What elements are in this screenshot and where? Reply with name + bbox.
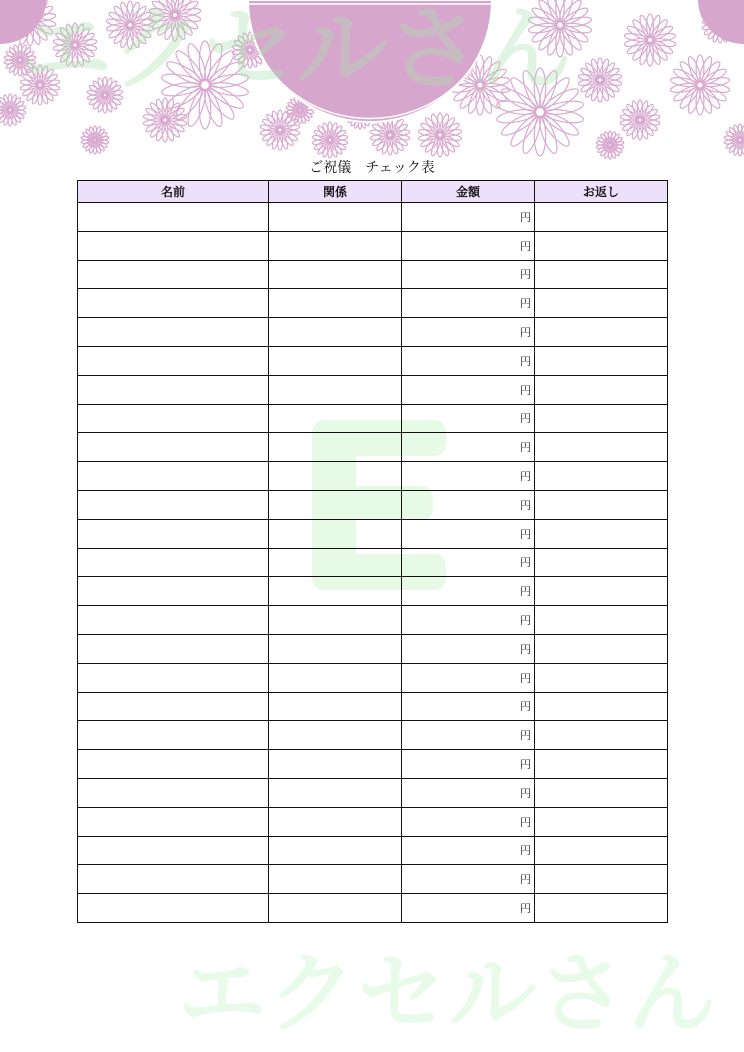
amount-cell[interactable] [402,260,535,289]
header-name: 名前 [78,181,269,203]
yen-unit: 円 [520,585,531,599]
name-cell[interactable] [78,548,269,577]
return-gift-cell[interactable] [535,663,668,692]
chrysanthemum-icon [143,98,187,142]
table-row [78,203,668,232]
relation-cell[interactable] [269,433,402,462]
relation-cell[interactable] [269,346,402,375]
table-row [78,375,668,404]
amount-cell[interactable] [402,663,535,692]
table-header-row [78,181,668,203]
yen-unit: 円 [520,642,531,656]
chrysanthemum-icon [670,55,730,115]
relation-cell[interactable] [269,807,402,836]
amount-cell[interactable] [402,865,535,894]
return-gift-cell[interactable] [535,375,668,404]
return-gift-cell[interactable] [535,548,668,577]
return-gift-cell[interactable] [535,490,668,519]
yen-unit: 円 [520,354,531,368]
name-cell[interactable] [78,865,269,894]
name-cell[interactable] [78,346,269,375]
table-row [78,519,668,548]
amount-cell[interactable] [402,375,535,404]
name-cell[interactable] [78,404,269,433]
amount-cell[interactable] [402,462,535,491]
yen-unit: 円 [520,441,531,455]
return-gift-cell[interactable] [535,318,668,347]
watermark-bottom: エクセルさん [178,942,719,1045]
return-gift-cell[interactable] [535,606,668,635]
chrysanthemum-icon [418,113,462,157]
return-gift-cell[interactable] [535,260,668,289]
name-cell[interactable] [78,231,269,260]
yen-unit: 円 [520,239,531,253]
table-row [78,750,668,779]
name-cell[interactable] [78,433,269,462]
table-row [78,260,668,289]
table-row [78,404,668,433]
relation-cell[interactable] [269,634,402,663]
relation-cell[interactable] [269,750,402,779]
return-gift-cell[interactable] [535,634,668,663]
chrysanthemum-icon [81,126,109,154]
amount-cell[interactable] [402,490,535,519]
return-gift-cell[interactable] [535,778,668,807]
header-amount: 金額 [402,181,535,203]
name-cell[interactable] [78,462,269,491]
table-row [78,548,668,577]
yen-unit: 円 [520,786,531,800]
yen-unit: 円 [520,729,531,743]
return-gift-cell[interactable] [535,289,668,318]
return-gift-cell[interactable] [535,577,668,606]
amount-cell[interactable] [402,289,535,318]
chrysanthemum-icon [312,122,348,158]
name-cell[interactable] [78,606,269,635]
yen-unit: 円 [520,498,531,512]
table-row [78,346,668,375]
watermark-top: エクセルさん [20,0,573,103]
relation-cell[interactable] [269,260,402,289]
amount-cell[interactable] [402,836,535,865]
name-cell[interactable] [78,577,269,606]
name-cell[interactable] [78,289,269,318]
yen-unit: 円 [520,383,531,397]
relation-cell[interactable] [269,663,402,692]
relation-cell[interactable] [269,865,402,894]
name-cell[interactable] [78,692,269,721]
amount-cell[interactable] [402,404,535,433]
table-body [78,203,668,923]
amount-cell[interactable] [402,750,535,779]
gift-check-table [77,180,668,923]
relation-cell[interactable] [269,462,402,491]
document-title: ご祝儀 チェック表 [309,160,435,176]
relation-cell[interactable] [269,721,402,750]
relation-cell[interactable] [269,203,402,232]
header-return-gift: お返し [535,181,668,203]
return-gift-cell[interactable] [535,807,668,836]
name-cell[interactable] [78,807,269,836]
return-gift-cell[interactable] [535,231,668,260]
relation-cell[interactable] [269,490,402,519]
chrysanthemum-icon [596,131,624,159]
table-row [78,894,668,923]
yen-unit: 円 [520,326,531,340]
table-row [78,231,668,260]
table-row [78,721,668,750]
yen-unit: 円 [520,873,531,887]
relation-cell[interactable] [269,318,402,347]
name-cell[interactable] [78,318,269,347]
return-gift-cell[interactable] [535,404,668,433]
name-cell[interactable] [78,750,269,779]
relation-cell[interactable] [269,836,402,865]
chrysanthemum-icon [624,14,676,66]
yen-unit: 円 [520,671,531,685]
relation-cell[interactable] [269,289,402,318]
name-cell[interactable] [78,519,269,548]
table-row [78,634,668,663]
relation-cell[interactable] [269,519,402,548]
return-gift-cell[interactable] [535,865,668,894]
relation-cell[interactable] [269,692,402,721]
table-row [78,807,668,836]
svg-text:E: E [308,420,309,421]
amount-cell[interactable] [402,606,535,635]
table-row [78,490,668,519]
yen-unit: 円 [520,527,531,541]
yen-unit: 円 [520,210,531,224]
yen-unit: 円 [520,268,531,282]
yen-unit: 円 [520,758,531,772]
amount-cell[interactable] [402,692,535,721]
return-gift-cell[interactable] [535,203,668,232]
name-cell[interactable] [78,203,269,232]
name-cell[interactable] [78,663,269,692]
table-row [78,663,668,692]
return-gift-cell[interactable] [535,894,668,923]
yen-unit: 円 [520,470,531,484]
amount-cell[interactable] [402,807,535,836]
yen-unit: 円 [520,700,531,714]
chrysanthemum-icon [620,100,660,140]
relation-cell[interactable] [269,894,402,923]
amount-cell[interactable] [402,577,535,606]
return-gift-cell[interactable] [535,433,668,462]
amount-cell[interactable] [402,894,535,923]
yen-unit: 円 [520,297,531,311]
relation-cell[interactable] [269,577,402,606]
name-cell[interactable] [78,490,269,519]
yen-unit: 円 [520,556,531,570]
name-cell[interactable] [78,894,269,923]
chrysanthemum-icon [578,58,622,102]
table-row [78,462,668,491]
name-cell[interactable] [78,721,269,750]
amount-cell[interactable] [402,721,535,750]
return-gift-cell[interactable] [535,519,668,548]
amount-cell[interactable] [402,203,535,232]
return-gift-cell[interactable] [535,692,668,721]
return-gift-cell[interactable] [535,346,668,375]
relation-cell[interactable] [269,231,402,260]
relation-cell[interactable] [269,404,402,433]
amount-cell[interactable] [402,318,535,347]
table-row [78,577,668,606]
amount-cell[interactable] [402,778,535,807]
amount-cell[interactable] [402,231,535,260]
table-row [78,289,668,318]
yen-unit: 円 [520,844,531,858]
relation-cell[interactable] [269,375,402,404]
amount-cell[interactable] [402,433,535,462]
table-row [78,433,668,462]
table-row [78,836,668,865]
name-cell[interactable] [78,634,269,663]
amount-cell[interactable] [402,548,535,577]
table-row [78,692,668,721]
amount-cell[interactable] [402,346,535,375]
name-cell[interactable] [78,836,269,865]
yen-unit: 円 [520,902,531,916]
amount-cell[interactable] [402,634,535,663]
chrysanthemum-icon [724,124,744,156]
name-cell[interactable] [78,260,269,289]
name-cell[interactable] [78,375,269,404]
yen-unit: 円 [520,412,531,426]
relation-cell[interactable] [269,606,402,635]
table-row [78,778,668,807]
table-row [78,318,668,347]
return-gift-cell[interactable] [535,721,668,750]
name-cell[interactable] [78,778,269,807]
amount-cell[interactable] [402,519,535,548]
yen-unit: 円 [520,614,531,628]
return-gift-cell[interactable] [535,836,668,865]
relation-cell[interactable] [269,548,402,577]
table-row [78,606,668,635]
return-gift-cell[interactable] [535,462,668,491]
yen-unit: 円 [520,815,531,829]
header-relation: 関係 [269,181,402,203]
table-row [78,865,668,894]
relation-cell[interactable] [269,778,402,807]
return-gift-cell[interactable] [535,750,668,779]
